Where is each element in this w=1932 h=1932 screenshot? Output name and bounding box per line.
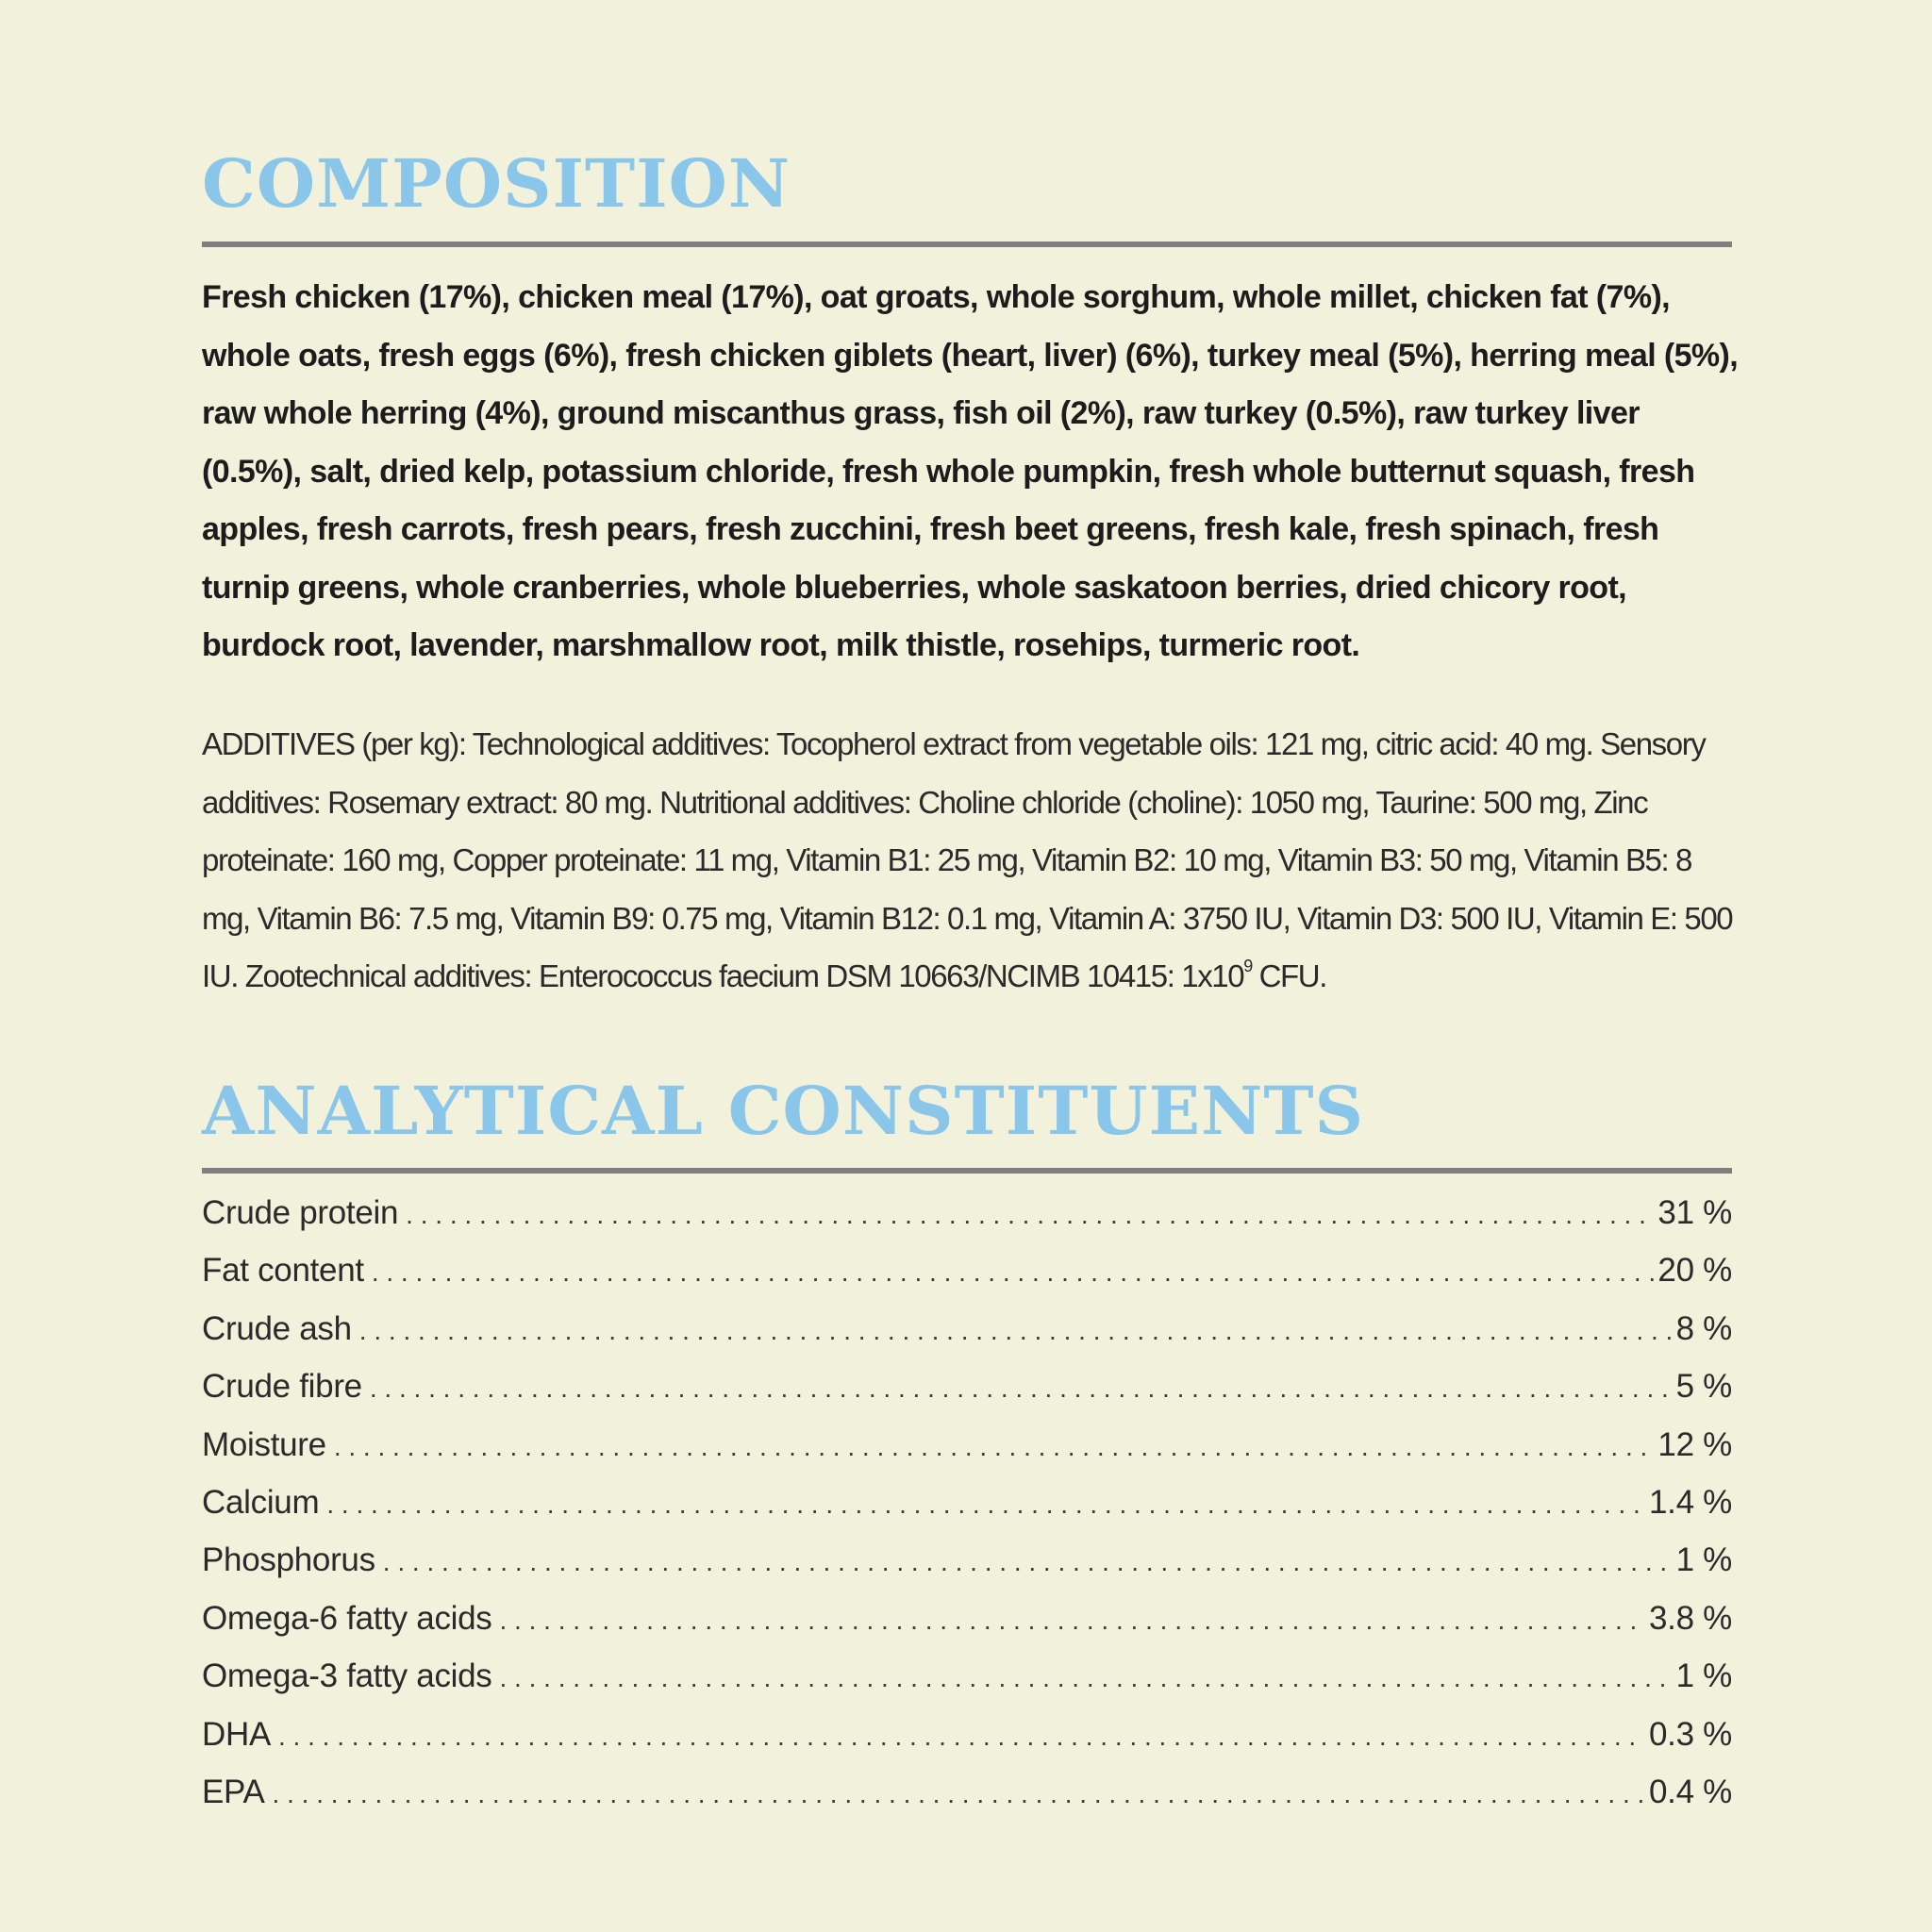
constituent-name: Omega-6 fatty acids xyxy=(202,1599,492,1637)
dot-leader xyxy=(406,1200,1654,1230)
constituent-value: 1.4 % xyxy=(1649,1483,1732,1521)
constituent-name: DHA xyxy=(202,1715,271,1753)
constituent-name: Crude protein xyxy=(202,1194,399,1231)
dot-leader xyxy=(359,1316,1673,1346)
constituent-row-omega-3 xyxy=(202,1657,1732,1715)
constituents-list xyxy=(202,1194,1732,1831)
constituent-row-crude-fibre xyxy=(202,1368,1732,1425)
dot-leader xyxy=(370,1374,1673,1404)
analytical-divider xyxy=(202,1168,1732,1174)
additives-text xyxy=(202,715,1740,1006)
dot-leader xyxy=(334,1432,1655,1462)
constituent-value: 0.3 % xyxy=(1649,1715,1732,1753)
constituent-value: 1 % xyxy=(1675,1541,1732,1579)
dot-leader xyxy=(383,1547,1673,1577)
additives-main: ADDITIVES (per kg): Technological additives: Tocopherol extract from vegetable oils: 121 mg, citric acid: 40 mg. Sensory additives: Rosemary extract: 80 mg. Nutritional additives: Choline chloride (choline): 1050 mg, Taurine: 500 mg, Zinc proteinate: 160 mg, Copper proteinate: 11 mg, Vitamin B1: 25 mg, Vitamin B2: 10 mg, Vitamin B3: 50 mg, Vitamin B5: 8 mg, Vitamin B6: 7.5 mg, Vitamin B9: 0.75 mg, Vitamin B12: 0.1 mg, Vitamin A: 3750 IU, Vitamin D3: 500 IU, Vitamin E: 500 IU. Zootechnical additives: Enterococcus faecium DSM 10663/NCIMB 10415: 1x10 xyxy=(202,726,1733,993)
constituent-value: 12 % xyxy=(1657,1425,1732,1463)
constituent-value: 1 % xyxy=(1675,1657,1732,1695)
constituent-row-crude-ash xyxy=(202,1310,1732,1368)
constituent-row-epa xyxy=(202,1774,1732,1831)
constituent-name: Crude fibre xyxy=(202,1368,362,1406)
dot-leader xyxy=(278,1722,1645,1752)
dot-leader xyxy=(500,1606,1646,1636)
constituent-value: 31 % xyxy=(1657,1194,1732,1231)
additives-exponent: 9 xyxy=(1243,957,1252,975)
composition-divider xyxy=(202,242,1732,247)
constituent-row-moisture xyxy=(202,1426,1732,1484)
constituent-name: Crude ash xyxy=(202,1309,352,1347)
analytical-heading: ANALYTICAL CONSTITUENTS xyxy=(202,1072,1365,1150)
constituent-value: 8 % xyxy=(1675,1309,1732,1347)
constituent-name: EPA xyxy=(202,1773,265,1810)
constituent-row-calcium xyxy=(202,1484,1732,1541)
constituent-name: Moisture xyxy=(202,1425,326,1463)
constituent-row-omega-6 xyxy=(202,1600,1732,1657)
composition-heading: COMPOSITION xyxy=(202,144,791,223)
constituent-row-phosphorus xyxy=(202,1541,1732,1599)
constituent-row-fat-content xyxy=(202,1252,1732,1309)
constituent-value: 0.4 % xyxy=(1649,1773,1732,1810)
constituent-row-dha xyxy=(202,1716,1732,1774)
constituent-row-crude-protein xyxy=(202,1194,1732,1252)
dot-leader xyxy=(500,1663,1673,1693)
constituent-name: Omega-3 fatty acids xyxy=(202,1657,492,1695)
constituent-value: 3.8 % xyxy=(1649,1599,1732,1637)
ingredients-text: Fresh chicken (17%), chicken meal (17%), oat groats, whole sorghum, whole millet, chicken fat (7%), whole oats, fresh eggs (6%), fresh chicken giblets (heart, liver) (6%), turkey meal (5%), herring meal (5%), raw whole herring (4%), ground miscanthus grass, fish oil (2%), raw turkey (0.5%), raw turkey liver (0.5%), salt, dried kelp, potassium chloride, fresh whole pumpkin, fresh whole butternut squash, fresh apples, fresh carrots, fresh pears, fresh zucchini, fresh beet greens, fresh kale, fresh spinach, fresh turnip greens, whole cranberries, whole blueberries, whole saskatoon berries, dried chicory root, burdock root, lavender, marshmallow root, milk thistle, rosehips, turmeric root. xyxy=(202,279,1739,663)
constituent-name: Calcium xyxy=(202,1483,320,1521)
additives-tail: CFU. xyxy=(1251,958,1327,993)
constituent-name: Phosphorus xyxy=(202,1541,375,1579)
constituent-value: 20 % xyxy=(1657,1252,1732,1290)
constituent-name: Fat content xyxy=(202,1252,364,1290)
dot-leader xyxy=(273,1779,1645,1809)
dot-leader xyxy=(326,1490,1645,1520)
dot-leader xyxy=(372,1257,1655,1288)
constituent-value: 5 % xyxy=(1675,1368,1732,1406)
